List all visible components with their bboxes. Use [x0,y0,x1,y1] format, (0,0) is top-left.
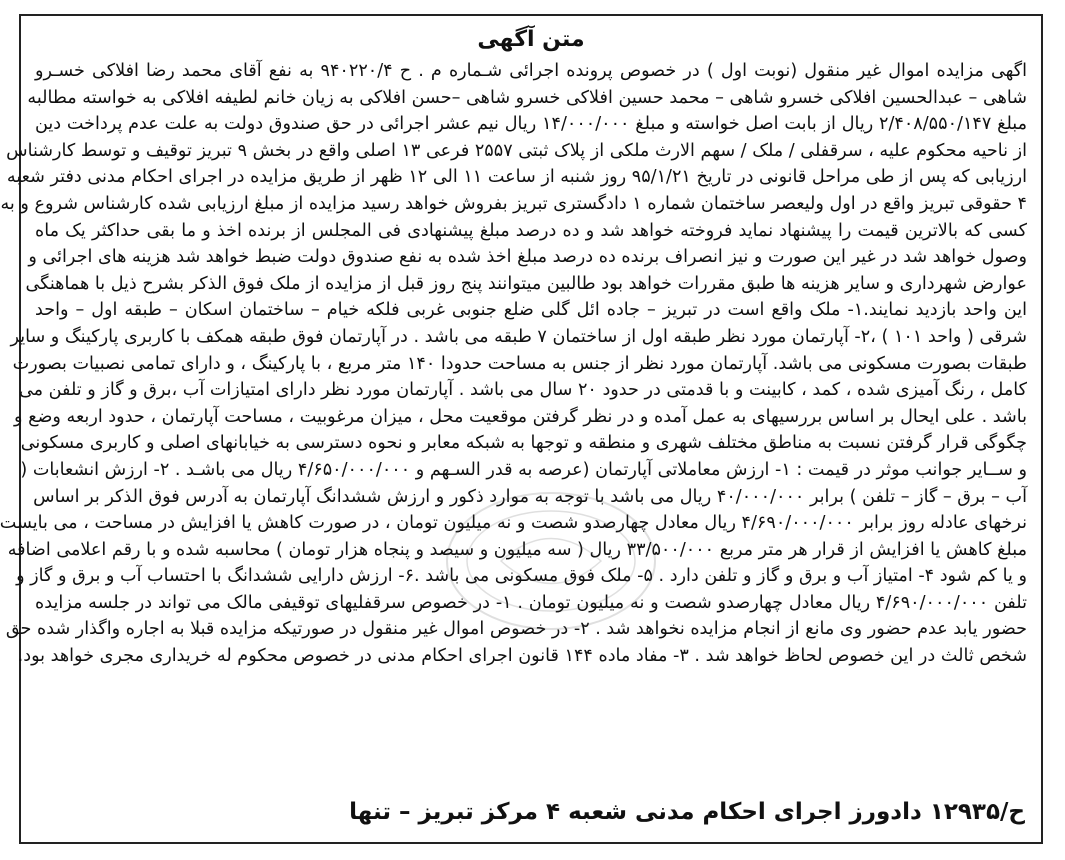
notice-line-7: کسی که بالاترین قیمت را پیشنهاد نماید فروخته خواهد شد و ده درصد مبلغ پیشنهادی فی المجلس از برنده اخذ و ما بقی حداکثر یک ماه [35,220,1027,241]
notice-line-18: نرخهای عادله روز برابر ۴/۶۹۰/۰۰۰/۰۰۰ ریال معادل چهارصدو شصت و نه میلیون تومان ، در صورت کاهش یا افزایش در مساحت ، می بایست [0,513,1027,534]
notice-line-16: و ســایر جوانب موثر در قیمت : ۱- ارزش معاملاتی آپارتمان (عرصه به قدر السـهم و ۴/۶۵۰/۰۰۰/۰۰۰ ریال می باشـد . ۲- ارزش انشعابات ( [20,459,1027,480]
notice-line-4: از ناحیه محکوم علیه ، سرقفلی / ملک / سهم الارث ملکی از پلاک ثبتی ۲۵۵۷ فرعی ۱۳ اصلی واقع در بخش ۹ تبریز توقیف و توسط کارشناس [6,140,1027,161]
notice-line-20: و یا کم شود ۴- امتیاز آب و برق و گاز و تلفن دارد . ۵- ملک فوق مسکونی می باشد .۶- ارزش دارایی ششدانگ با احتساب آب و برق و گاز و [16,566,1027,587]
notice-line-22: حضور یابد عدم حضور وی مانع از انجام مزایده نخواهد شد . ۲- در خصوص اموال غیر منقول در صورتیکه مزایده قبلا به اجاره واگذار شده حق [5,619,1027,640]
notice-line-5: ارزیابی که پس از طی مراحل قانونی در تاریخ ۹۵/۱/۲۱ روز شنبه از ساعت ۱۱ الی ۱۲ ظهر از طریق مزایده در اجرای احکام مدنی دفتر شعبه [6,167,1027,188]
notice-line-3: مبلغ ۲/۴۰۸/۵۵۰/۱۴۷ ریال از بابت اصل خواسته و مبلغ ۱۴/۰۰۰/۰۰۰ ریال نیم عشر اجرائی در حق صندوق دولت به علت عدم پرداخت دین [35,114,1027,135]
notice-line-12: طبقات بصورت مسکونی می باشد. آپارتمان مورد نظر از جنس به مساحت حدودا ۱۴۰ متر مربع ، با پارکینگ ، و دارای تمامی نصبیات بصورت [12,353,1027,374]
notice-signature: ح/۱۲۹۳۵ دادورز اجرای احکام مدنی شعبه ۴ مرکز تبریز – تنها [349,799,1025,825]
notice-line-11: شرقی ( واحد ۱۰۱ ) ،۲- آپارتمان مورد نظر طبقه اول از ساختمان ۷ طبقه می باشد . در آپارتمان فوق طبقه همکف با کاربری پارکینگ و سایر [10,326,1027,347]
notice-line-21: تلفن ۴/۶۹۰/۰۰۰/۰۰۰ ریال معادل چهارصدو شصت و نه میلیون تومان . ۱- در خصوص سرقفلیهای توقیفی مالک می تواند در جلسه مزایده [35,592,1028,613]
notice-line-14: باشد . علی ایحال بر اساس بررسیهای به عمل آمده و در نظر گرفتن موقعیت محل ، میزان مرغوبیت ، مساحت آپارتمان ، حدود اربعه وضع و [14,406,1027,427]
notice-line-2: شاهی – عبدالحسین افلاکی خسرو شاهی – محمد حسین افلاکی خسرو شاهی –حسن افلاکی به زیان خانم لطیفه افلاکی به خواسته مطالبه [27,87,1027,108]
notice-line-1: اگهی مزایده اموال غیر منقول (نوبت اول ) در خصوص پرونده اجرائی شـماره م . ح ۹۴۰۲۲۰/۴ به نفع آقای محمد رضا افلاکی خسـرو [35,61,1027,81]
notice-line-13: کامل ، رنگ آمیزی شده ، کمد ، کابینت و با قدمتی در حدود ۲۰ سال می باشد . آپارتمان مورد نظر دارای امتیازات آب ،برق و گاز و تلفن می [18,380,1027,401]
notice-line-9: عوارض شهرداری و سایر هزینه ها طبق مقررات خواهد بود طالبین میتوانند پنج روز قبل از مزایده از ملک فوق الذکر بشرح ذیل با هماهنگی [25,273,1027,294]
notice-title: متن آگهی [477,27,585,52]
notice-frame [0,14,1043,844]
notice-body [0,58,1041,670]
notice-line-10: این واحد بازدید نمایند.۱- ملک واقع است در تبریز – جاده ائل گلی ضلع جنوبی غربی فلکه خیام – ساختمان اسکان – طبقه اول – واحد [35,300,1027,321]
notice-line-15: چگوگی قرار گرفتن نسبت به مناطق مختلف شهری و منطقه و توجها به شبکه معابر و نحوه دسترسی به خیابانهای اصلی و کاربری مسکونی [20,433,1027,454]
notice-line-17: آب – برق – گاز – تلفن ) برابر ۴۰/۰۰۰/۰۰۰ ریال می باشد با توجه به موارد ذکور و ارزش ششدانگ آپارتمان به آدرس فوق الذکر بر اساس [33,486,1027,507]
notice-line-8: وصول خواهد شد در غیر این صورت و نیز انصراف برنده ده درصد مبلغ اخذ شده به نفع صندوق دولت ضبط خواهد شد هزینه های اجرائی و [28,247,1027,268]
notice-line-6: ۴ حقوقی تبریز واقع در اول ولیعصر ساختمان شماره ۱ دادگستری تبریز بفروش خواهد رسید مزایده از مبلغ ارزیابی شده کارشناس شروع و به [0,193,1027,214]
notice-line-19: مبلغ کاهش یا افزایش از قرار هر متر مربع ۳۳/۵۰۰/۰۰۰ ریال ( سه میلیون و سیصد و پنجاه هزار تومان ) محاسبه شده و با رقم اعلامی اضافه [7,539,1027,560]
notice-line-23: شخص ثالث در این خصوص لحاظ خواهد شد . ۳- مفاد ماده ۱۴۴ قانون اجرای احکام مدنی در خصوص محکوم له خریداری مجری خواهد بود. [17,646,1027,667]
